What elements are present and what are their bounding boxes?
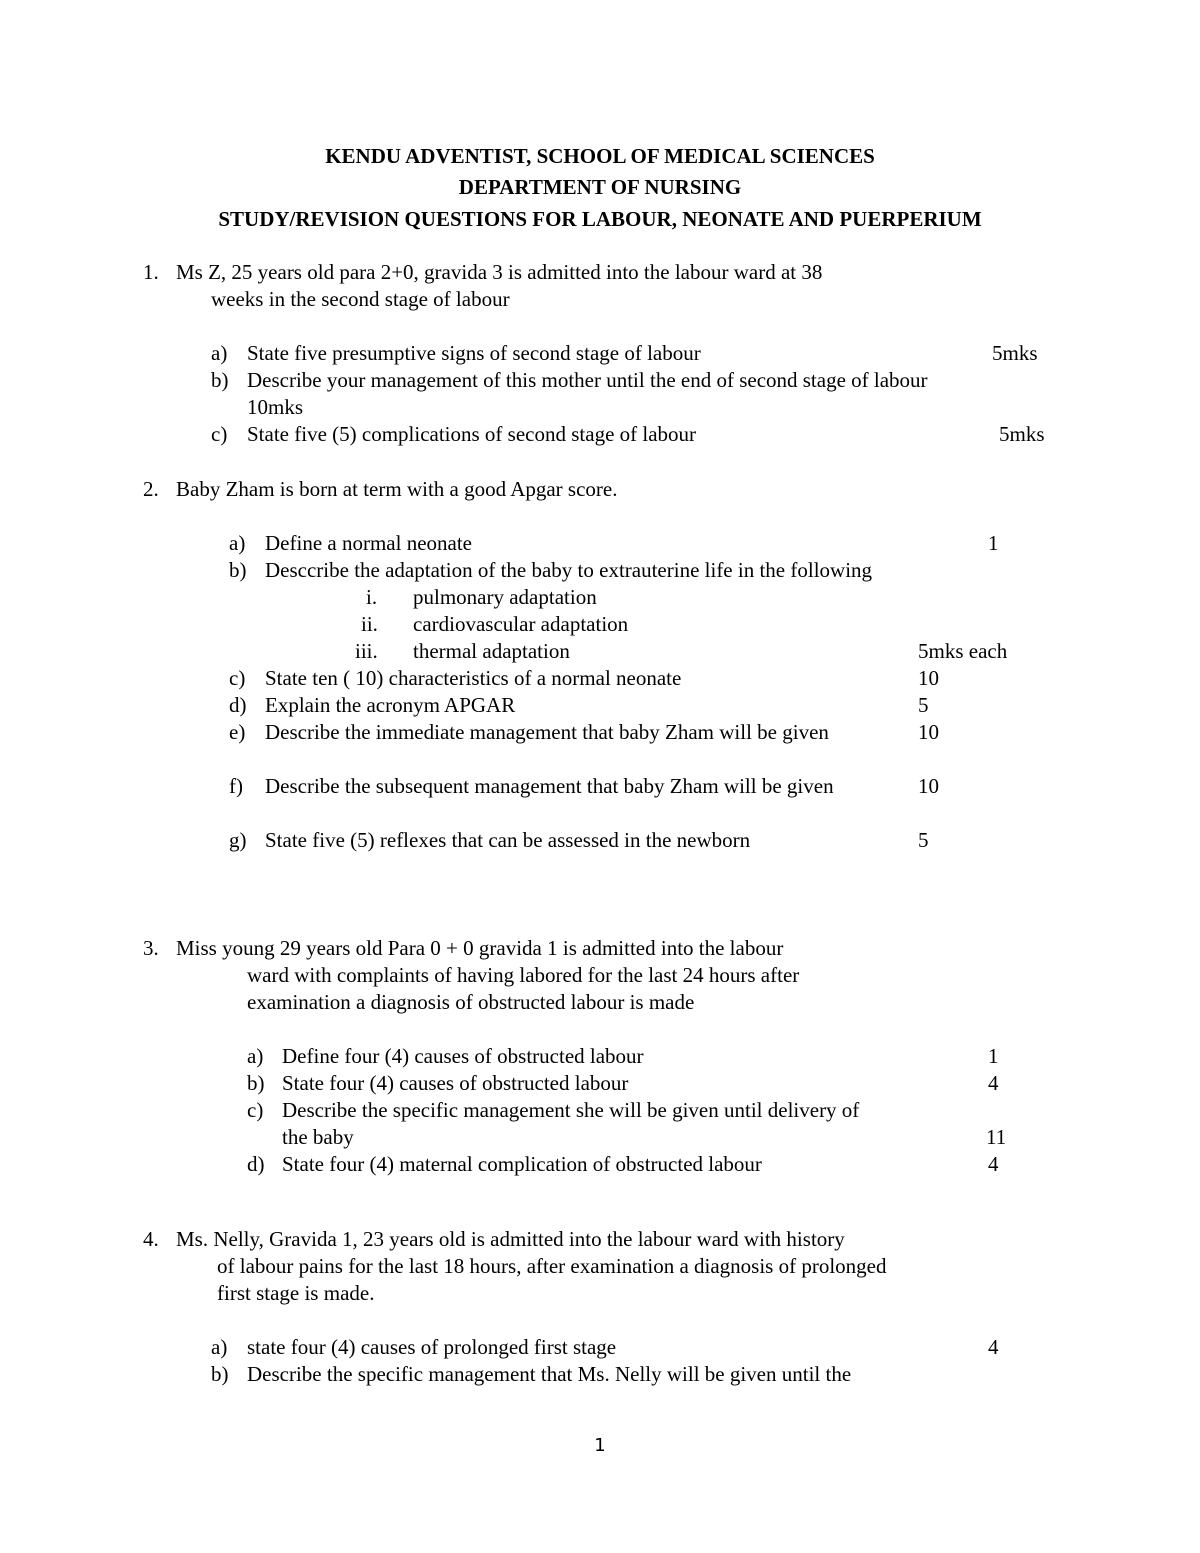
part-marks: 10mks [247,395,304,419]
department-name: DEPARTMENT OF NURSING [458,175,742,199]
part-label: a) [211,341,228,365]
page-number: 1 [594,1435,606,1456]
part-marks: 1 [988,531,999,555]
part-label: e) [229,720,246,744]
part-text: Explain the acronym APGAR [265,693,516,717]
part-label: a) [229,531,246,555]
document-title: STUDY/REVISION QUESTIONS FOR LABOUR, NEONATE AND PUERPERIUM [218,207,982,231]
part-text: Describe your management of this mother until the end of second stage of labour [247,368,928,392]
school-name: KENDU ADVENTIST, SCHOOL OF MEDICAL SCIENCES [325,144,875,168]
part-text-continued: the baby [282,1125,354,1149]
question-stem: ward with complaints of having labored for the last 24 hours after [247,963,800,987]
question-stem: Ms. Nelly, Gravida 1, 23 years old is admitted into the labour ward with history [176,1227,845,1251]
part-marks: 4 [988,1071,999,1095]
part-text: State four (4) causes of obstructed labour [282,1071,629,1095]
part-marks: 5mks [999,422,1045,446]
question-stem: first stage is made. [217,1281,375,1305]
part-marks: 5 [918,693,929,717]
part-text: state four (4) causes of prolonged first stage [247,1335,617,1359]
question-stem: examination a diagnosis of obstructed labour is made [247,990,695,1014]
part-text: Describe the subsequent management that baby Zham will be given [265,774,834,798]
part-marks: 4 [988,1335,999,1359]
part-text: Desccribe the adaptation of the baby to extrauterine life in the following [265,558,873,582]
part-label: d) [247,1152,265,1176]
part-text: Define four (4) causes of obstructed labour [282,1044,644,1068]
question-number: 2. [143,477,159,501]
subpart-text: thermal adaptation [413,639,570,663]
part-label: a) [211,1335,228,1359]
part-marks: 11 [986,1125,1007,1149]
part-label: b) [211,1362,229,1386]
part-text: Describe the specific management that Ms. Nelly will be given until the [247,1362,852,1386]
question-number: 4. [143,1227,159,1251]
part-label: g) [229,828,247,852]
part-text: State four (4) maternal complication of obstructed labour [282,1152,762,1176]
part-label: b) [229,558,247,582]
part-label: d) [229,693,247,717]
part-label: b) [247,1071,265,1095]
question-stem: of labour pains for the last 18 hours, after examination a diagnosis of prolonged [217,1254,887,1278]
part-label: c) [247,1098,264,1122]
part-text: State five presumptive signs of second stage of labour [247,341,701,365]
question-stem: Ms Z, 25 years old para 2+0, gravida 3 is admitted into the labour ward at 38 [176,260,823,284]
part-text: Describe the specific management she will be given until delivery of [282,1098,860,1122]
question-stem: weeks in the second stage of labour [211,287,510,311]
question-stem: Baby Zham is born at term with a good Apgar score. [176,477,618,501]
part-marks: 4 [988,1152,999,1176]
question-stem: Miss young 29 years old Para 0 + 0 gravida 1 is admitted into the labour [176,936,784,960]
part-marks: 10 [918,666,939,690]
part-marks: 10 [918,720,939,744]
part-label: c) [211,422,228,446]
question-number: 3. [143,936,159,960]
part-text: State five (5) complications of second stage of labour [247,422,697,446]
part-label: f) [229,774,243,798]
part-marks: 5 [918,828,929,852]
part-marks: 1 [988,1044,999,1068]
part-label: b) [211,368,229,392]
part-marks: 10 [918,774,939,798]
part-text: State five (5) reflexes that can be assessed in the newborn [265,828,751,852]
part-label: a) [247,1044,264,1068]
question-number: 1. [143,260,159,284]
part-label: c) [229,666,246,690]
subpart-label: ii. [361,612,378,636]
part-text: State ten ( 10) characteristics of a normal neonate [265,666,682,690]
subpart-text: cardiovascular adaptation [413,612,629,636]
subpart-text: pulmonary adaptation [413,585,597,609]
part-marks: 5mks [992,341,1038,365]
part-text: Define a normal neonate [265,531,472,555]
part-marks: 5mks each [918,639,1008,663]
part-text: Describe the immediate management that baby Zham will be given [265,720,829,744]
subpart-label: iii. [355,639,378,663]
subpart-label: i. [366,585,378,609]
